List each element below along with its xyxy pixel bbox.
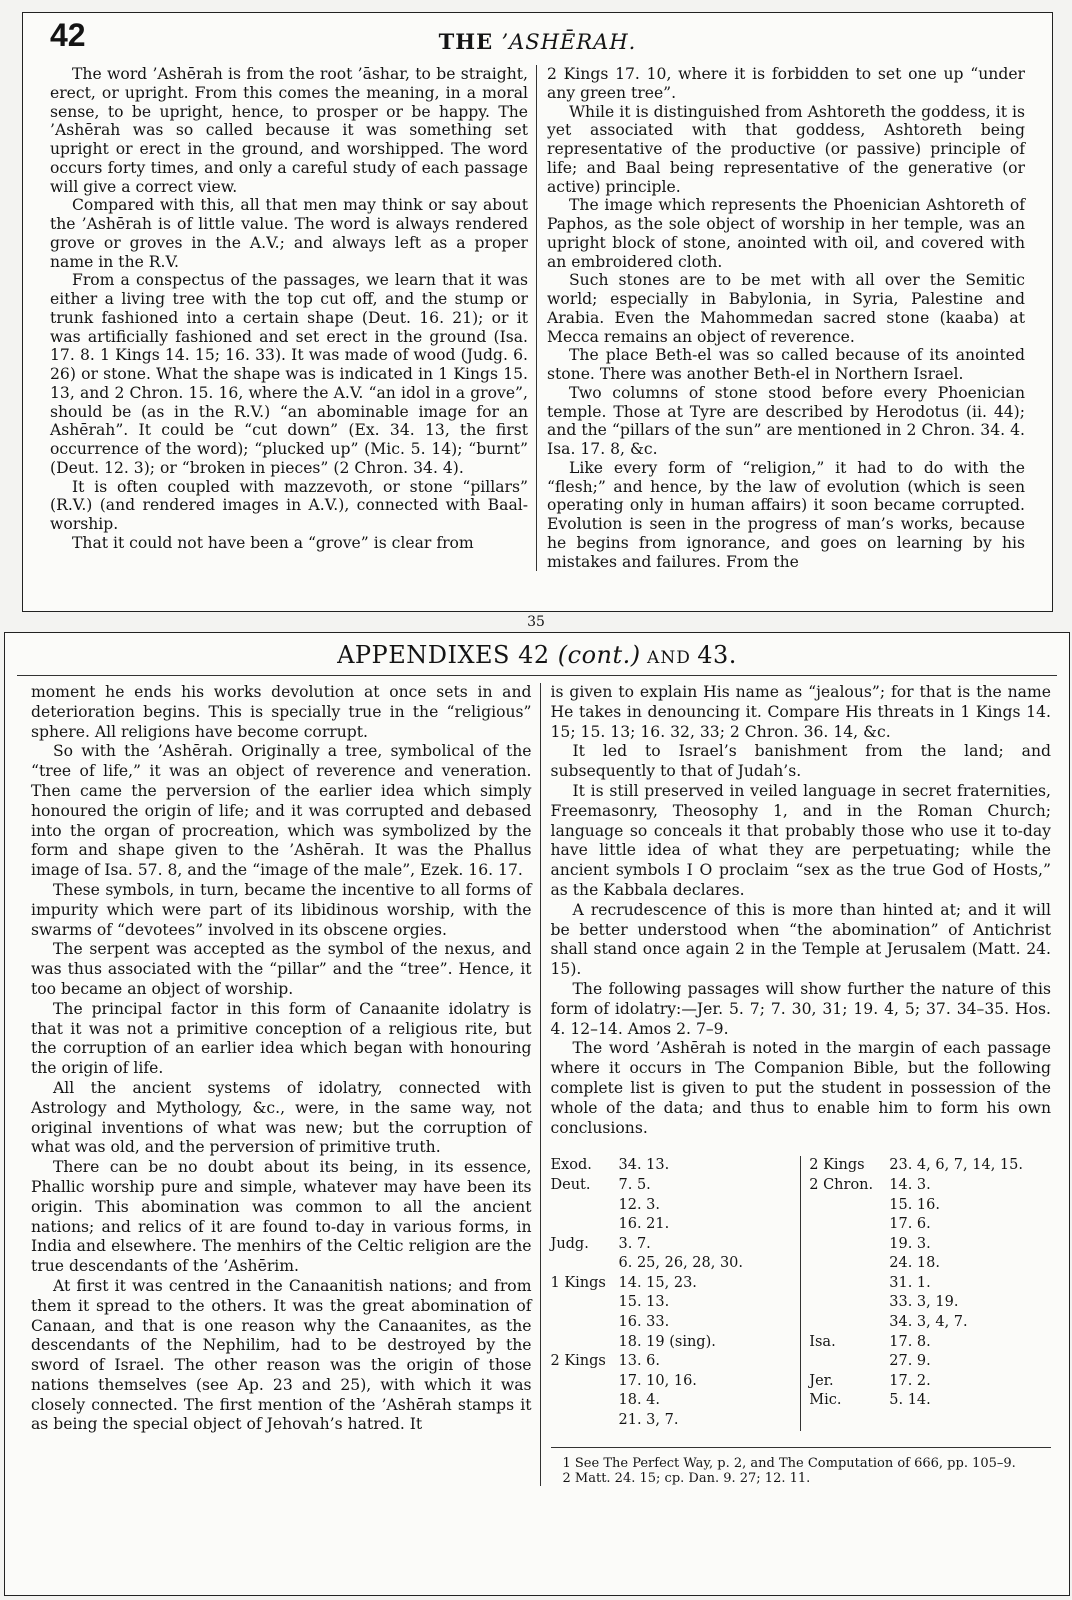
running-head-prefix: THE [438,29,502,54]
paragraph: These symbols, in turn, became the incentive to all forms of impurity which were part of its libidinous worship, with the swarms of “devotees” involved in its obscene orgies. [31,880,532,939]
reference-row: 34. 3, 4, 7. [889,1314,968,1331]
paragraph: That it could not have been a “grove” is clear from [72,533,474,552]
reference-row: Isa. 17. 8. [809,1333,931,1350]
reference-row: 6. 25, 26, 28, 30. [618,1255,744,1272]
top-right-column [537,65,1025,571]
reference-row: 16. 21. [618,1216,670,1233]
reference-row: 17. 10, 16. [618,1372,697,1389]
reference-row: 2 Kings 13. 6. [550,1353,661,1370]
references-table [551,1156,1052,1430]
reference-row: 33. 3, 19. [889,1294,959,1311]
paragraph: At first it was centred in the Canaanitish nations; and from them it spread to the others. It was the great abomination of Canaan, and that is one reason why the Canaanites, as the descendants of the Nephilim, had to be destroyed by the sword of Israel. The other reason was the origin of those nations themselves (see Ap. 23 and 25), with which it was closely connected. The first mention of the ’Ashērah stamps it as being the special object of Jehovah’s hatred. It [31,1276,532,1434]
title-rule [17,675,1057,676]
bottom-columns [31,683,1051,1486]
reference-row: 24. 18. [889,1255,940,1272]
reference-row: 12. 3. [618,1196,661,1213]
paragraph: Such stones are to be met with all over the Semitic world; especially in Babylonia, in Syria, Palestine and Arabia. Even the Mahommedan sacred stone (kaaba) at Mecca remains an object of reverence. [547,271,1025,346]
paragraph: The place Beth-el was so called because of its anointed stone. There was another Beth-el in Northern Israel. [547,346,1025,383]
reference-row: 19. 3. [889,1235,931,1252]
reference-row: 31. 1. [889,1274,931,1291]
page-number: 42 [50,17,86,53]
paragraph: A recrudescence of this is more than hinted at; and it will be better understood when “the abomination” of Antichrist shall stand once again 2 in the Temple at Jerusalem (Matt. 24. 15). [550,900,1051,979]
paragraph: All the ancient systems of idolatry, connected with Astrology and Mythology, &c., were, in the same way, not original inventions of what was new; but the corruption of what was old, and the perversion of primitive truth. [31,1078,532,1157]
footnote-rule [551,1447,1052,1448]
running-head-name: ’ASHĒRAH. [501,30,637,54]
reference-row: 2 Kings 23. 4, 6, 7, 14, 15. [809,1157,1023,1174]
running-head [23,29,1052,54]
paragraph: While it is distinguished from Ashtoreth the goddess, it is yet associated with that goddess, Ashtoreth being representative of the productive (or passive) principle of life; and Baal being representative of the generative (or active) principle. [547,102,1025,196]
references-left [551,1156,744,1430]
paragraph: The image which represents the Phoenician Ashtoreth of Paphos, as the sole object of worship in her temple, was an upright block of stone, anointed with oil, and covered with an embroidered cloth. [547,196,1025,271]
reference-row: Deut. 7. 5. [550,1176,651,1193]
paragraph: The word ’Ashērah is noted in the margin of each passage where it occurs in The Companion Bible, but the following complete list is given to put the student in possession of the whole of the data; and thus to enable him to form his own conclusions. [550,1039,1051,1137]
reference-row: 18. 19 (sing). [618,1333,716,1350]
paragraph: The serpent was accepted as the symbol of the nexus, and was thus associated with the “pillar” and the “tree”. Hence, it too became an object of worship. [31,940,532,998]
footnote: 2 Matt. 24. 15; cp. Dan. 9. 27; 12. 11. [562,1470,811,1486]
paragraph: The word ’Ashērah is from the root ’āshar, to be straight, erect, or upright. From this comes the meaning, in a moral sense, to be upright, hence, to prosper or be happy. The ’Ashērah was so called because it was something set upright or erect in the ground, and worshipped. The word occurs forty times, and only a careful study of each passage will give a correct view. [50,65,528,196]
references-right [809,1156,1023,1411]
paragraph: It led to Israel’s banishment from the land; and subsequently to that of Judah’s. [550,742,1051,781]
top-left-column [50,65,537,571]
reference-row: 15. 16. [889,1196,940,1213]
paragraph: The principal factor in this form of Canaanite idolatry is that it was not a primitive conception of a religious rite, but the corruption of an earlier idea which began with honouring the origin of life. [31,999,532,1078]
reference-row: Exod. 34. 13. [550,1157,670,1174]
bottom-right-column [541,683,1052,1486]
reference-row: Judg. 3. 7. [550,1235,651,1252]
bottom-left-column [31,683,541,1486]
paragraph: It is still preserved in veiled language in secret fraternities, Freemasonry, Theosophy 1, and in the Roman Church; language so conceals it that probably those who use it to-day have little idea of what they are perpetuating; while the ancient symbols I O proclaim “sex as the true God of Hosts,” as the Kabbala declares. [550,781,1051,899]
reference-row: Jer. 17. 2. [809,1372,931,1389]
paragraph: There can be no doubt about its being, in its essence, Phallic worship pure and simple, whatever may have been its origin. This abomination was common to all the ancient nations; and relics of it are found to-day in various forms, in India and elsewhere. The menhirs of the Celtic religion are the true descendants of the ’Ashērim. [31,1158,532,1276]
paragraph: is given to explain His name as “jealous”; for that is the name He takes in denouncing it. Compare His threats in 1 Kings 14. 15; 15. 13; 16. 32, 33; 2 Chron. 36. 14, &c. [550,683,1051,741]
paragraph: So with the ’Ashērah. Originally a tree, symbolical of the “tree of life,” it was an object of reverence and veneration. Then came the perversion of the earlier idea which simply honoured the origin of life; and it was corrupted and debased into the organ of procreation, which was symbolized by the form and shape given to the ’Ashērah. It was the Phallus image of Isa. 57. 8, and the “image of the male”, Ezek. 16. 17. [31,742,532,880]
page-bottom [4,632,1070,1596]
title-cont: (cont.) [557,641,641,669]
page-top [22,12,1053,612]
paragraph: 2 Kings 17. 10, where it is forbidden to set one up “under any green tree”. [547,65,1025,102]
reference-row: 17. 6. [889,1216,931,1233]
reference-row: 2 Chron. 14. 3. [809,1176,931,1193]
middle-page-number: 35 [527,614,545,630]
paragraph: It is often coupled with mazzevoth, or stone “pillars” (R.V.) (and rendered images in A.V.), connected with Baal-worship. [50,477,528,533]
paragraph: From a conspectus of the passages, we learn that it was either a living tree with the top cut off, and the stump or trunk fashioned into a certain shape (Deut. 16. 21); or it was artificially fashioned and set erect in the ground (Isa. 17. 8. 1 Kings 14. 15; 16. 33). It was made of wood (Judg. 6. 26) or stone. What the shape was is indicated in 1 Kings 15. 13, and 2 Chron. 15. 16, where the A.V. “an idol in a grove”, should be (as in the R.V.) “an abominable image for an Ashērah”. It could be “cut down” (Ex. 34. 13, the first occurrence of the word); “plucked up” (Mic. 5. 14); “burnt” (Deut. 12. 3); or “broken in pieces” (2 Chron. 34. 4). [50,271,528,477]
appendix-title [5,641,1069,669]
reference-row: 21. 3, 7. [618,1412,679,1429]
reference-row: 18. 4. [618,1392,661,1409]
title-num: 43. [697,641,737,669]
paragraph: Two columns of stone stood before every Phoenician temple. Those at Tyre are described by Herodotus (ii. 44); and the “pillars of the sun” are mentioned in 2 Chron. 34. 4. Isa. 17. 8, &c. [547,383,1025,458]
reference-row: 27. 9. [889,1353,931,1370]
reference-row: 16. 33. [618,1314,670,1331]
reference-row: 15. 13. [618,1294,670,1311]
paragraph: The following passages will show further the nature of this form of idolatry:—Jer. 5. 7; 7. 30, 31; 19. 4, 5; 37. 34–35. Hos. 4. 12–14. Amos 2. 7–9. [550,979,1051,1038]
paragraph: Compared with this, all that men may think or say about the ’Ashērah is of little value. The word is always rendered grove or groves in the A.V.; and always left as a proper name in the R.V. [50,196,528,271]
paragraph: moment he ends his works devolution at once sets in and deterioration begins. This is specially true in the “religious” sphere. All religions have become corrupt. [31,683,532,741]
title-main: APPENDIXES 42 [337,641,558,669]
reference-row: Mic. 5. 14. [809,1392,931,1409]
footnote: 1 See The Perfect Way, p. 2, and The Computation of 666, pp. 105–9. [562,1455,1016,1471]
paragraph: Like every form of “religion,” it had to do with the “flesh;” and hence, by the law of evolution (which is seen operating only in human affairs) it soon became corrupted. Evolution is seen in the progress of man’s works, because he begins from ignorance, and goes on learning by his mistakes and failures. From the [547,458,1025,571]
reference-row: 1 Kings 14. 15, 23. [550,1274,697,1291]
title-and: AND [640,648,698,668]
top-columns [50,65,1025,571]
